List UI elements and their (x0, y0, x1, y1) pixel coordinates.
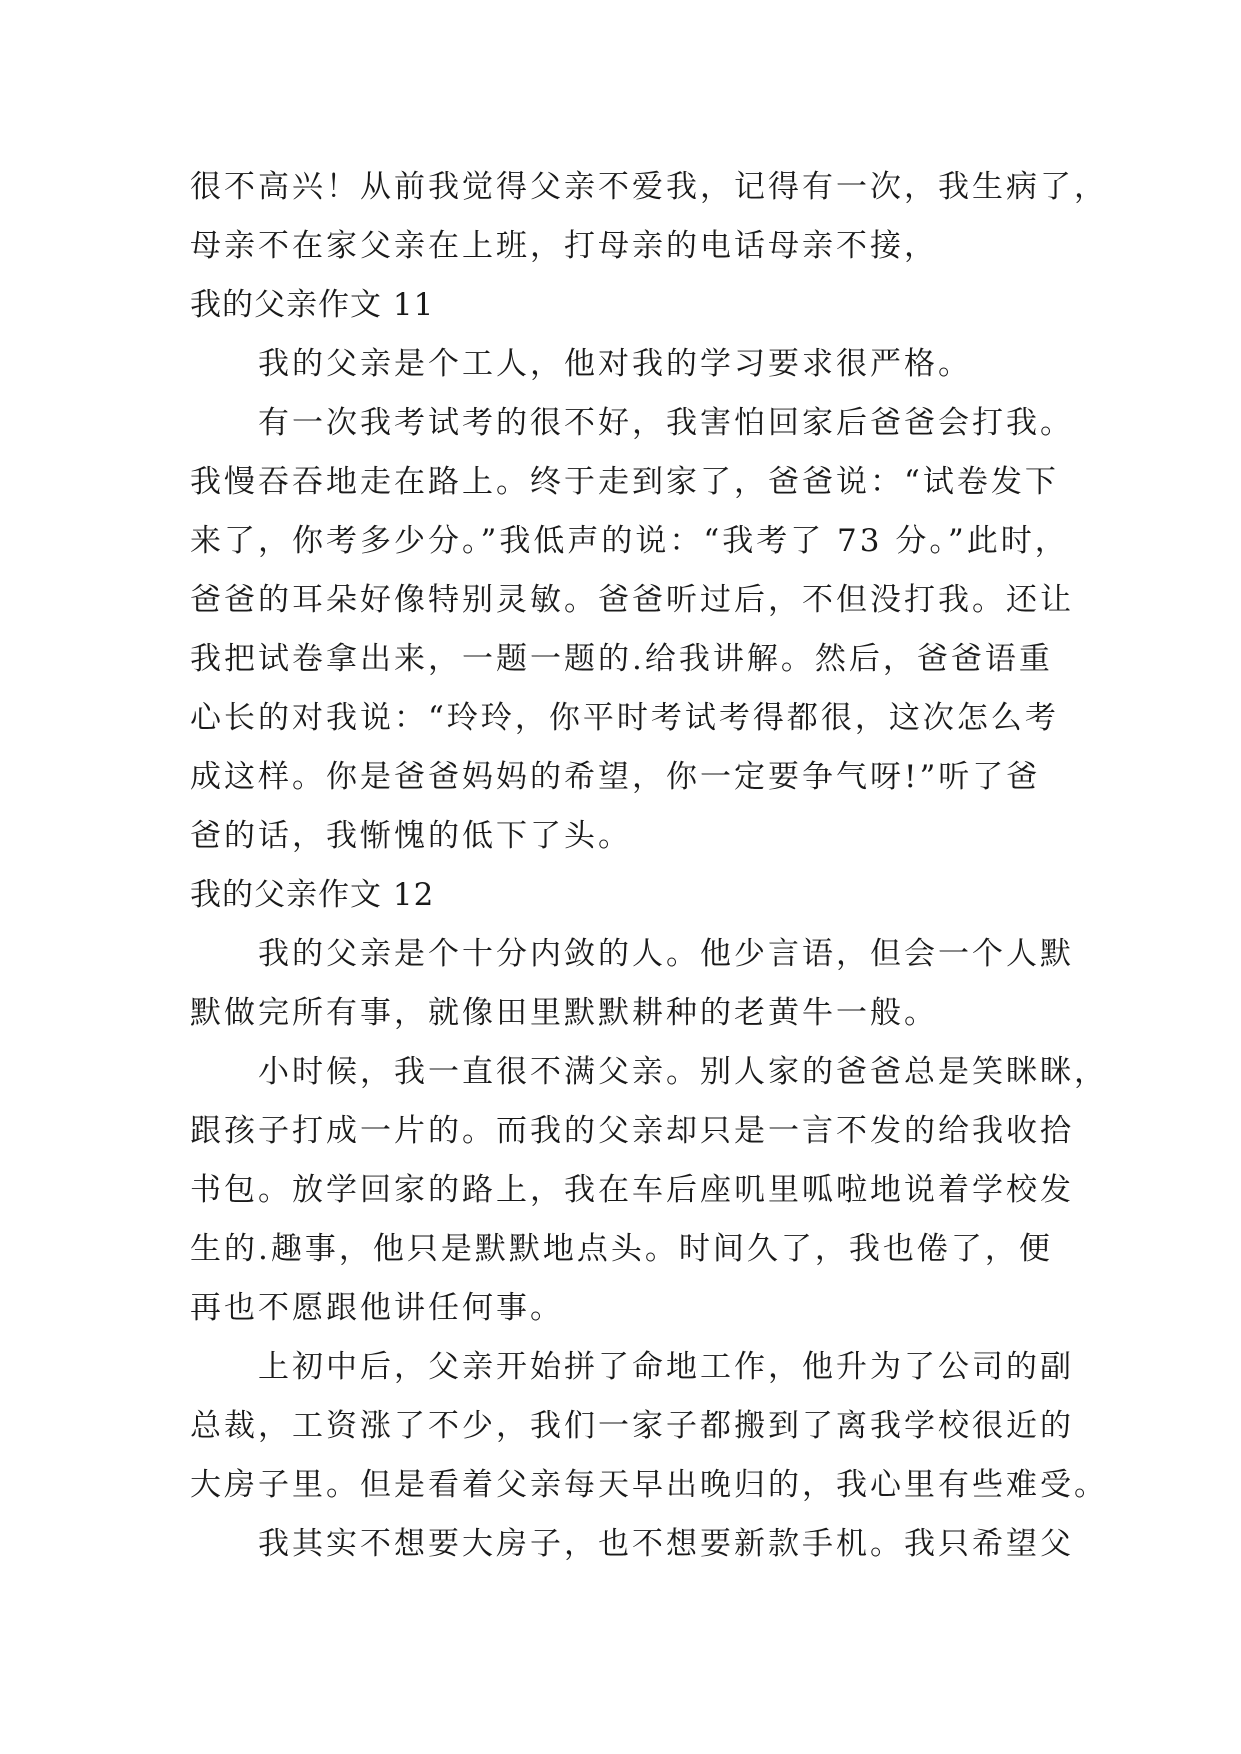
text-line: 来了，你考多少分。”我低声的说：“我考了 73 分。”此时， (190, 523, 1069, 559)
text-line: 我其实不想要大房子，也不想要新款手机。我只希望父 (258, 1526, 1074, 1562)
text-line: 跟孩子打成一片的。而我的父亲却只是一言不发的给我收拾 (190, 1113, 1074, 1149)
text-line: 我的父亲是个工人，他对我的学习要求很严格。 (258, 346, 972, 382)
text-line: 成这样。你是爸爸妈妈的希望，你一定要争气呀!”听了爸 (190, 759, 1041, 795)
text-line: 再也不愿跟他讲任何事。 (190, 1290, 564, 1326)
text-line: 有一次我考试考的很不好，我害怕回家后爸爸会打我。 (258, 405, 1074, 441)
text-line: 大房子里。但是看着父亲每天早出晚归的，我心里有些难受。 (190, 1467, 1108, 1503)
text-line: 小时候，我一直很不满父亲。别人家的爸爸总是笑眯眯， (258, 1054, 1108, 1090)
text-line: 默做完所有事，就像田里默默耕种的老黄牛一般。 (190, 995, 938, 1031)
text-line: 书包。放学回家的路上，我在车后座叽里呱啦地说着学校发 (190, 1172, 1074, 1208)
document-body (190, 158, 1108, 1574)
text-line: 我的父亲是个十分内敛的人。他少言语，但会一个人默 (258, 936, 1074, 972)
text-line: 我慢吞吞地走在路上。终于走到家了，爸爸说：“试卷发下 (190, 464, 1059, 500)
text-line: 爸爸的耳朵好像特别灵敏。爸爸听过后，不但没打我。还让 (190, 582, 1074, 618)
text-line: 我把试卷拿出来，一题一题的.给我讲解。然后，爸爸语重 (190, 641, 1053, 677)
text-line: 很不高兴！从前我觉得父亲不爱我，记得有一次，我生病了， (190, 169, 1108, 205)
text-line: 爸的话，我惭愧的低下了头。 (190, 818, 632, 854)
text-line: 生的.趣事，他只是默默地点头。时间久了，我也倦了，便 (190, 1231, 1053, 1267)
section-heading: 我的父亲作文 11 (190, 287, 435, 323)
text-line: 总裁，工资涨了不少，我们一家子都搬到了离我学校很近的 (190, 1408, 1074, 1444)
section-heading: 我的父亲作文 12 (190, 877, 435, 913)
text-line: 母亲不在家父亲在上班，打母亲的电话母亲不接， (190, 228, 938, 264)
text-line: 上初中后，父亲开始拼了命地工作，他升为了公司的副 (258, 1349, 1074, 1385)
text-line: 心长的对我说：“玲玲，你平时考试考得都很，这次怎么考 (190, 700, 1059, 736)
